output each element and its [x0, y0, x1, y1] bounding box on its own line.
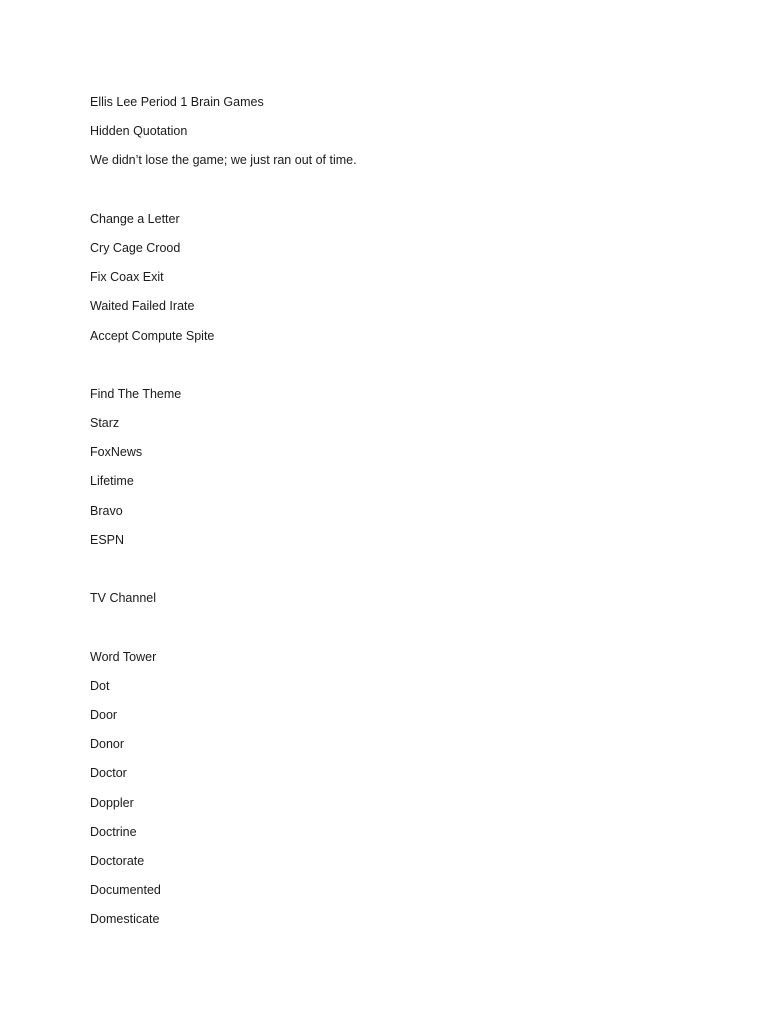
- word-tower-word: Domesticate: [90, 912, 160, 927]
- word-tower-word: Door: [90, 707, 118, 722]
- change-a-letter-line: Accept Compute Spite: [90, 328, 215, 343]
- word-tower-heading: Word Tower: [90, 649, 157, 664]
- document-body: [90, 93, 690, 939]
- theme-item: Lifetime: [90, 474, 134, 489]
- word-tower-word: Dot: [90, 678, 110, 693]
- word-tower-word: Doctrine: [90, 824, 137, 839]
- change-a-letter-line: Waited Failed Irate: [90, 299, 195, 314]
- word-tower-word: Doppler: [90, 795, 134, 810]
- find-the-theme-heading: Find The Theme: [90, 386, 182, 401]
- theme-item: ESPN: [90, 532, 125, 547]
- blank-line: [90, 181, 690, 199]
- theme-item: FoxNews: [90, 445, 143, 460]
- blank-line: [90, 618, 690, 636]
- change-a-letter-line: Cry Cage Crood: [90, 240, 181, 255]
- change-a-letter-line: Fix Coax Exit: [90, 270, 164, 285]
- blank-line: [90, 356, 690, 374]
- word-tower-word: Doctorate: [90, 853, 145, 868]
- change-a-letter-heading: Change a Letter: [90, 211, 180, 226]
- document-title: Ellis Lee Period 1 Brain Games: [90, 95, 264, 109]
- theme-answer: TV Channel: [90, 591, 157, 606]
- theme-item: Starz: [90, 416, 120, 431]
- hidden-quotation-text: We didn’t lose the game; we just ran out of time.: [90, 153, 357, 168]
- theme-item: Bravo: [90, 503, 123, 518]
- word-tower-word: Doctor: [90, 766, 127, 781]
- word-tower-word: Donor: [90, 737, 125, 752]
- hidden-quotation-heading: Hidden Quotation: [90, 124, 188, 139]
- blank-line: [90, 560, 690, 578]
- word-tower-word: Documented: [90, 883, 161, 898]
